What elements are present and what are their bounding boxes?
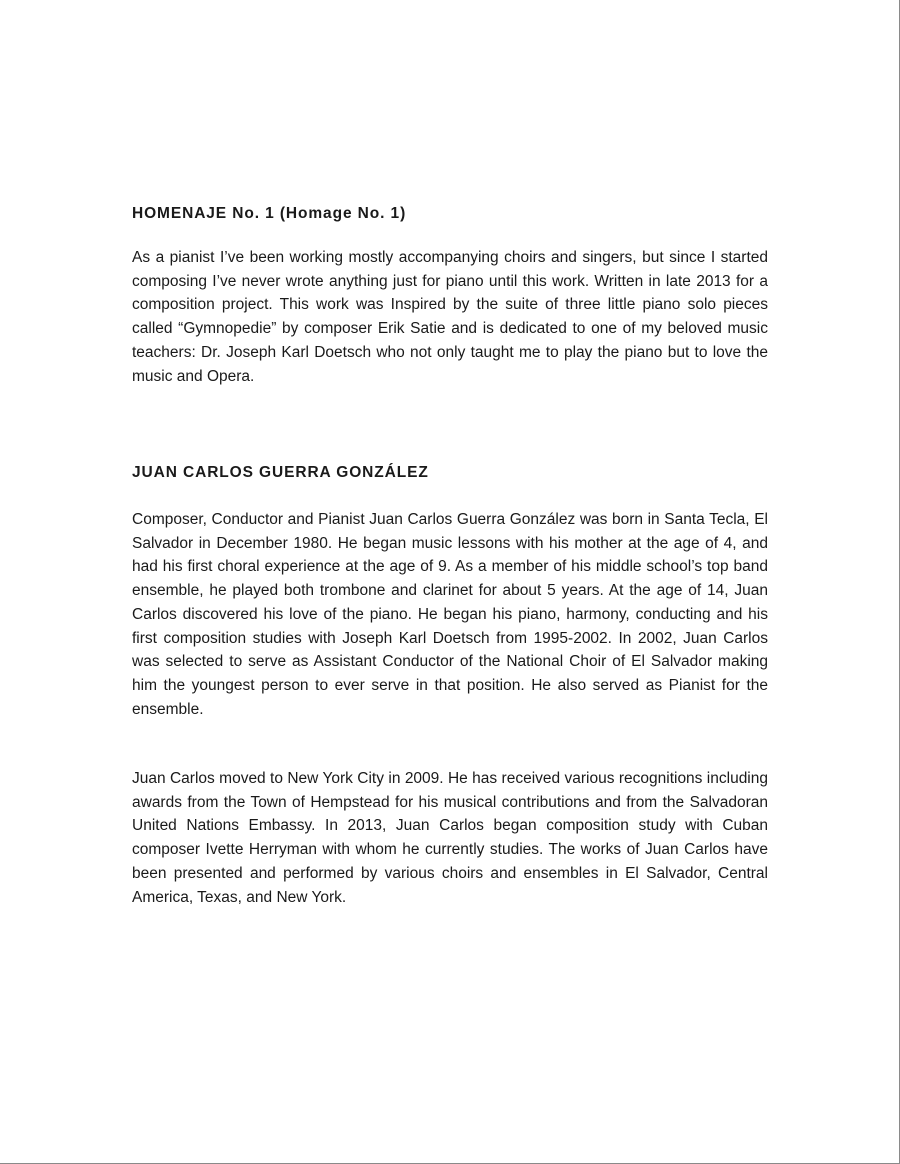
paragraph-homenaje-description: As a pianist I’ve been working mostly accompanying choirs and singers, but since I started composing I’ve never wrote anything just for piano until this work. Written in late 2013 for a composition project. This work was Inspired by the suite of three little piano solo pieces called “Gymnopedie” by composer Erik Satie and is dedicated to one of my beloved music teachers: Dr. Joseph Karl Doetsch who not only taught me to play the piano but to love the music and Opera.: [132, 249, 768, 385]
paragraph-bio-early-life: Composer, Conductor and Pianist Juan Carlos Guerra González was born in Santa Tecla, El Salvador in December 1980. He began music lessons with his mother at the age of 4, and had his first choral experience at the age of 9. As a member of his middle school’s top band ensemble, he played both trombone and clarinet for about 5 years. At the age of 14, Juan Carlos discovered his love of the piano. He began his piano, harmony, conducting and his first composition studies with Joseph Karl Doetsch from 1995-2002. In 2002, Juan Carlos was selected to serve as Assistant Conductor of the National Choir of El Salvador making him the youngest person to ever serve in that position. He also served as Pianist for the ensemble.: [132, 511, 768, 718]
section-heading-homenaje: HOMENAJE No. 1 (Homage No. 1): [132, 205, 407, 222]
section-heading-composer-bio: JUAN CARLOS GUERRA GONZÁLEZ: [132, 464, 429, 481]
paragraph-bio-new-york: Juan Carlos moved to New York City in 2009. He has received various recognitions including awards from the Town of Hempstead for his musical contributions and from the Salvadoran United Nations Embassy. In 2013, Juan Carlos began composition study with Cuban composer Ivette Herryman with whom he currently studies. The works of Juan Carlos have been presented and performed by various choirs and ensembles in El Salvador, Central America, Texas, and New York.: [132, 770, 768, 906]
